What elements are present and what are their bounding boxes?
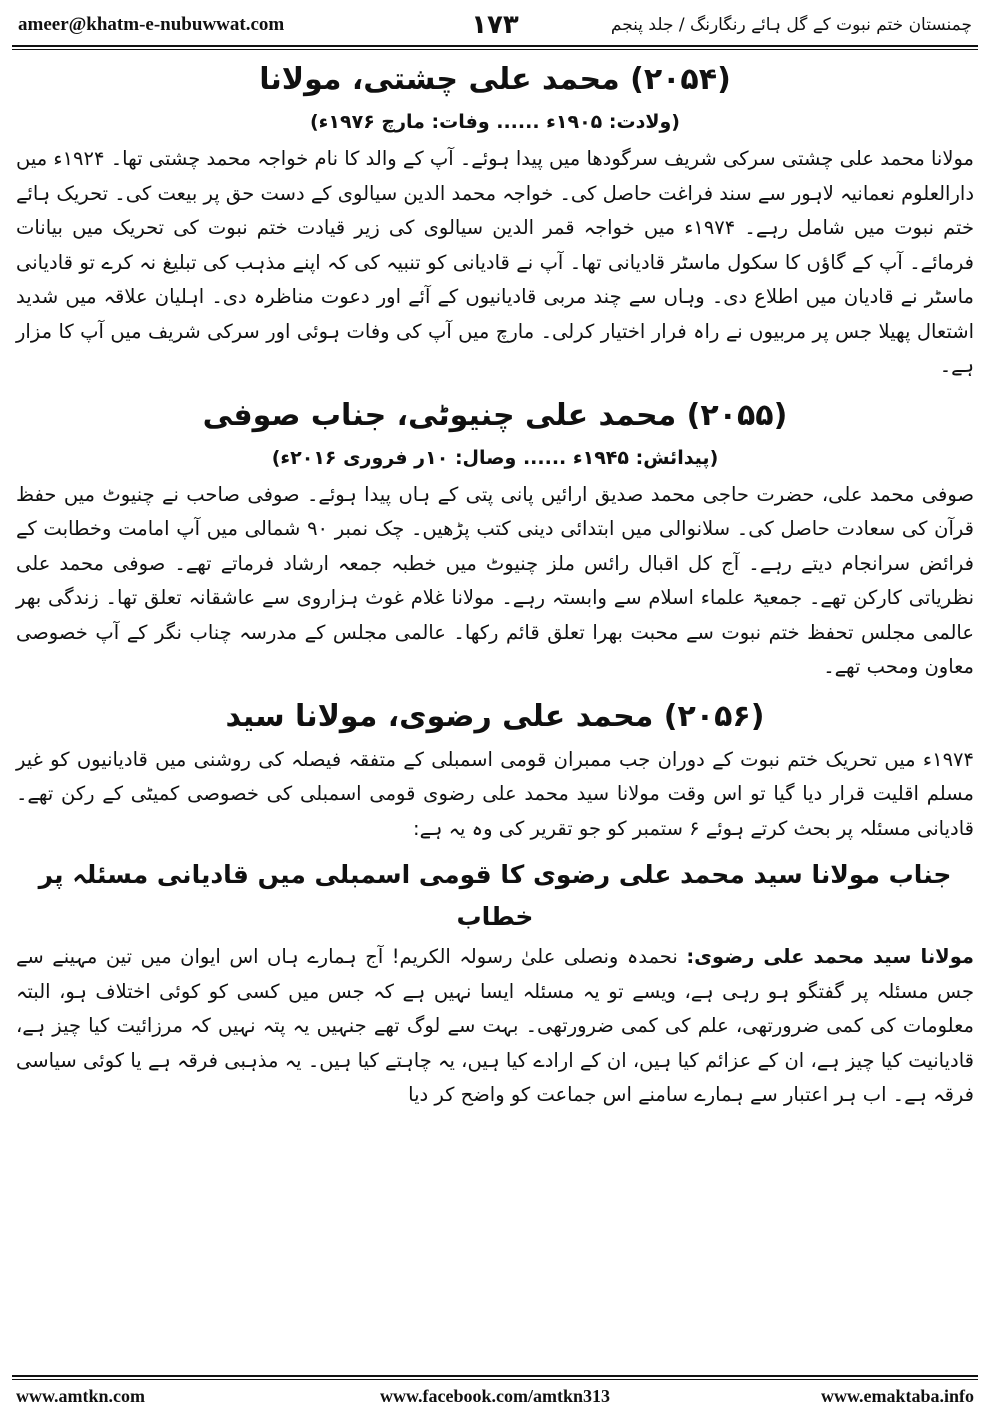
entry-paragraph: صوفی محمد علی، حضرت حاجی محمد صدیق ارائیں پانی پتی کے ہاں پیدا ہوئے۔ صوفی صاحب نے چنیوٹ میں حفظ قرآن کی سعادت حاصل کی۔ سلانوالی میں ابتدائی دینی کتب پڑھیں۔ چک نمبر ۹۰ شمالی میں آپ امامت وخطابت کے فرائض سرانجام دیتے رہے۔ آج کل اقبال رائس ملز چنیوٹ میں خطبہ جمعہ ارشاد فرماتے تھے۔ صوفی محمد علی نظریاتی کارکن تھے۔ جمعیۃ علماء اسلام سے وابستہ رہے۔ مولانا غلام غوث ہزاروی سے عاشقانہ تعلق تھا۔ زندگی بھر عالمی مجلس تحفظ ختم نبوت سے محبت بھرا تعلق قائم رکھا۔ عالمی مجلس کے مدرسہ چناب نگر کے آپ خصوصی معاون ومحب تھے۔ — [16, 482, 974, 678]
entry-title: (۲۰۵۴) محمد علی چشتی، مولانا — [259, 62, 731, 97]
speech-title: جناب مولانا سید محمد علی رضوی کا قومی اسمبلی میں قادیانی مسئلہ پر خطاب — [38, 860, 952, 931]
page-number: ۱۷۳ — [471, 10, 519, 40]
speaker-name: مولانا سید محمد علی رضوی: — [686, 945, 974, 968]
header-rule — [12, 45, 978, 47]
speech-section — [16, 854, 974, 1113]
entry-2056 — [16, 695, 974, 847]
footer-rule-thin — [12, 1379, 978, 1380]
speech-text: نحمدہ ونصلی علیٰ رسولہ الکریم! آج ہمارے ہاں اس ایوان میں تین مہینے سے جس مسئلہ پر گفتگو ہو رہی ہے، ویسے تو یہ مسئلہ ایسا نہیں ہے کہ جس میں کسی کو کوئی اختلاف ہو، البتہ معلومات کی کمی ضرورتھی، علم کی کمی ضرورتھی۔ بہت سے لوگ تھے جنہیں یہ پتہ نہیں کہ مرزائیت کیا چیز ہے، قادیانیت کیا چیز ہے، ان کے عزائم کیا ہیں، ان کے ارادے کیا ہیں، یہ چاہتے کیا ہیں۔ یہ مذہبی فرقہ ہے یا کوئی سیاسی فرقہ ہے۔ اب ہر اعتبار سے ہمارے سامنے اس جماعت کو واضح کر دیا — [16, 945, 974, 1106]
footer-rule — [12, 1375, 978, 1377]
entry-2054 — [16, 58, 974, 384]
entry-dates: (پیدائش: ۱۹۴۵ء ...... وصال: ۱۰ر فروری ۲۰۱۶ء) — [271, 446, 719, 469]
speech-paragraph — [16, 940, 974, 1113]
header-email: ameer@khatm-e-nubuwwat.com — [18, 14, 285, 35]
entry-title: (۲۰۵۵) محمد علی چنیوٹی، جناب صوفی — [202, 397, 788, 433]
header-rule-thin — [12, 49, 978, 50]
footer-link-facebook[interactable]: www.facebook.com/amtkn313 — [380, 1386, 610, 1406]
page-content — [16, 56, 974, 1368]
footer-link-emaktaba[interactable]: www.emaktaba.info — [820, 1386, 974, 1406]
entry-2055 — [16, 394, 974, 685]
book-title: چمنستان ختم نبوت کے گل ہائے رنگارنگ / جلد پنجم — [610, 15, 972, 35]
entry-paragraph: ۱۹۷۴ء میں تحریک ختم نبوت کے دوران جب ممبران قومی اسمبلی کے متفقہ فیصلہ کی روشنی میں قادیانیوں کو غیر مسلم اقلیت قرار دیا گیا تو اس وقت مولانا سید محمد علی رضوی قومی اسمبلی کی خصوصی کمیٹی کے رکن تھے۔ قادیانی مسئلہ پر بحث کرتے ہوئے ۶ ستمبر کو جو تقریر کی وہ یہ ہے: — [16, 747, 974, 840]
footer-link-amtkn[interactable]: www.amtkn.com — [16, 1386, 145, 1406]
entry-title: (۲۰۵۶) محمد علی رضوی، مولانا سید — [225, 698, 765, 734]
page-header — [12, 8, 978, 42]
page-footer — [16, 1386, 974, 1412]
entry-dates: (ولادت: ۱۹۰۵ء ...... وفات: مارچ ۱۹۷۶ء) — [310, 111, 680, 133]
entry-paragraph: مولانا محمد علی چشتی سرکی شریف سرگودھا میں پیدا ہوئے۔ آپ کے والد کا نام خواجہ محمد چشتی تھا۔ ۱۹۲۴ء میں دارالعلوم نعمانیہ لاہور سے سند فراغت حاصل کی۔ خواجہ محمد الدین سیالوی کے دست حق پر بیعت کی۔ تحریک ہائے ختم نبوت میں شامل رہے۔ ۱۹۷۴ء میں خواجہ قمر الدین سیالوی کی زیر قیادت ختم نبوت کی تحریک میں بیانات فرمائے۔ آپ کے گاؤں کا سکول ماسٹر قادیانی تھا۔ آپ نے قادیانی کو تنبیہ کی کہ اپنے مذہب کی تبلیغ نہ کرے تو قادیانی ماسٹر نے قادیان میں اطلاع دی۔ وہاں سے چند مربی قادیانیوں کے آئے اور دعوت مناظرہ دی۔ اہلیان علاقہ میں شدید اشتعال پھیلا جس پر مربیوں نے راہ فرار اختیار کرلی۔ مارچ میں آپ کی وفات ہوئی اور سرکی شریف میں آپ کا مزار ہے۔ — [16, 147, 974, 377]
